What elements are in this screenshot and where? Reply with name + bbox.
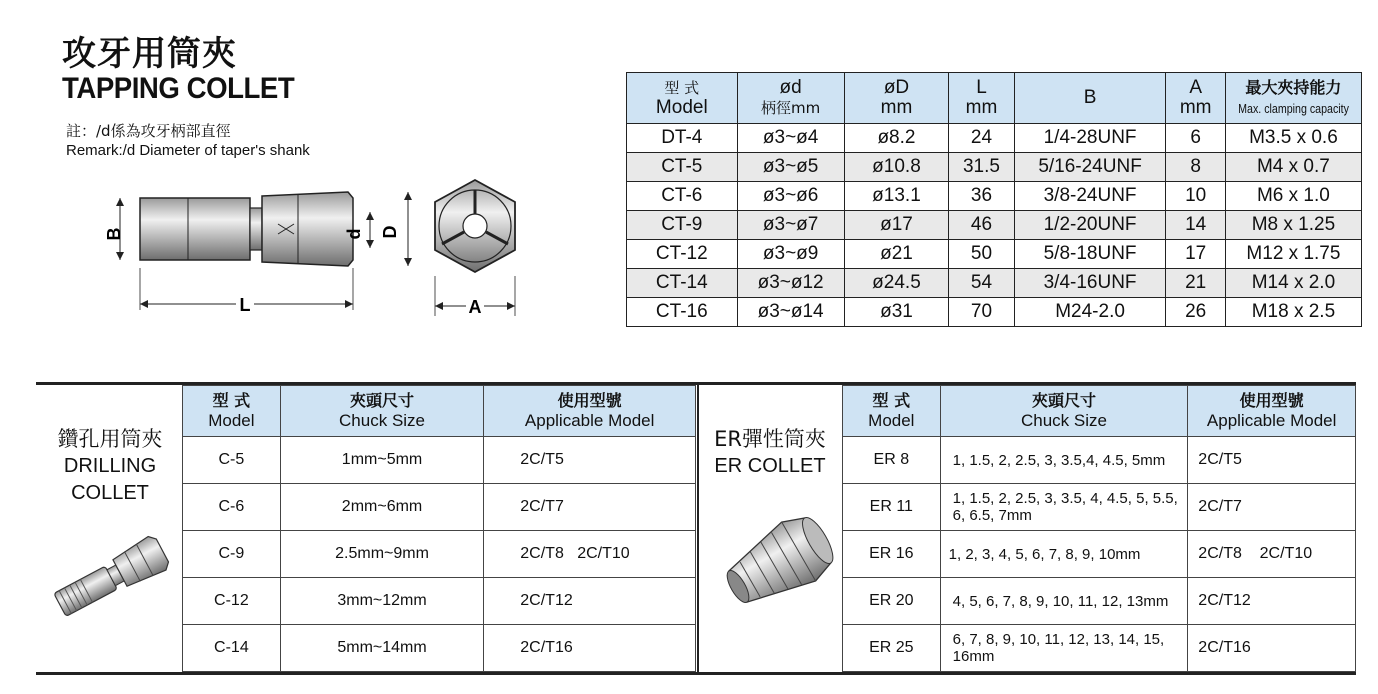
drilling-label-en1: DRILLING: [63, 455, 157, 477]
table-row: [843, 437, 1356, 484]
cell-size: 2.5mm~9mm: [280, 531, 484, 578]
drilling-collet-image: [44, 520, 180, 620]
tapping-collet-drawing: [98, 168, 428, 318]
table-row: [627, 298, 1362, 327]
er-collet-image: [712, 508, 842, 620]
cell-size: 2mm~6mm: [280, 484, 484, 531]
cell-app: 2C/T7: [1188, 484, 1356, 531]
cell-size: 3mm~12mm: [280, 578, 484, 625]
cell-B: 1/4-28UNF: [1014, 124, 1166, 153]
cell-B: 5/16-24UNF: [1014, 153, 1166, 182]
cell-model: ER 11: [843, 484, 941, 531]
drilling-collet-label: [40, 426, 180, 507]
label-d-small: d: [344, 228, 364, 240]
cell-D: ø13.1: [844, 182, 949, 211]
cell-model: CT-6: [627, 182, 738, 211]
table-row: [843, 625, 1356, 672]
cell-app: 2C/T5: [1188, 437, 1356, 484]
er-header-size: 夾頭尺寸 Chuck Size: [940, 386, 1188, 437]
cell-model: DT-4: [627, 124, 738, 153]
cell-model: CT-16: [627, 298, 738, 327]
title-chinese: 攻牙用筒夾: [62, 34, 237, 74]
table-row: [183, 484, 696, 531]
cell-B: 3/4-16UNF: [1014, 269, 1166, 298]
drilling-header-model: 型 式 Model: [183, 386, 281, 437]
er-header-app: 使用型號 Applicable Model: [1188, 386, 1356, 437]
er-header-row: [843, 386, 1356, 437]
header-a: A mm: [1166, 73, 1225, 124]
cell-model: ER 20: [843, 578, 941, 625]
cell-model: C-9: [183, 531, 281, 578]
label-d-big: D: [380, 225, 400, 239]
table-row: [627, 240, 1362, 269]
cell-D: ø17: [844, 211, 949, 240]
cell-capacity: M14 x 2.0: [1225, 269, 1361, 298]
er-label-en: ER COLLET: [714, 455, 826, 477]
drilling-header-row: [183, 386, 696, 437]
cell-A: 6: [1166, 124, 1225, 153]
cell-L: 46: [949, 211, 1014, 240]
table-row: [843, 484, 1356, 531]
table-row: [627, 153, 1362, 182]
cell-size: 1, 1.5, 2, 2.5, 3, 3.5,4, 4.5, 5mm: [940, 437, 1188, 484]
cell-L: 54: [949, 269, 1014, 298]
cell-app: 2C/T16: [1188, 625, 1356, 672]
cell-d: ø3~ø5: [737, 153, 844, 182]
cell-app: 2C/T5: [484, 437, 696, 484]
drilling-collet-table: [182, 385, 696, 672]
cell-app: 2C/T8 2C/T10: [1188, 531, 1356, 578]
cell-A: 8: [1166, 153, 1225, 182]
spec-header-row: [627, 73, 1362, 124]
cell-B: M24-2.0: [1014, 298, 1166, 327]
cell-model: C-12: [183, 578, 281, 625]
cell-A: 14: [1166, 211, 1225, 240]
table-row: [183, 625, 696, 672]
cell-size: 1mm~5mm: [280, 437, 484, 484]
collet-shank-shape: [140, 198, 250, 260]
cell-L: 36: [949, 182, 1014, 211]
cell-capacity: M12 x 1.75: [1225, 240, 1361, 269]
cell-D: ø24.5: [844, 269, 949, 298]
table-row: [843, 578, 1356, 625]
cell-D: ø21: [844, 240, 949, 269]
cell-A: 21: [1166, 269, 1225, 298]
label-l: L: [239, 295, 251, 315]
collet-end-view-drawing: [420, 176, 530, 321]
cell-d: ø3~ø7: [737, 211, 844, 240]
cell-size: 1, 1.5, 2, 2.5, 3, 3.5, 4, 4.5, 5, 5.5, 6, 6.5, 7mm: [940, 484, 1188, 531]
header-l: L mm: [949, 73, 1014, 124]
cell-app: 2C/T12: [484, 578, 696, 625]
cell-model: ER 16: [843, 531, 941, 578]
header-capacity: 最大夾持能力 Max. clamping capacity: [1225, 73, 1361, 124]
label-b: B: [104, 227, 124, 241]
collet-head-shape: [262, 192, 353, 266]
cell-model: CT-9: [627, 211, 738, 240]
table-row: [627, 124, 1362, 153]
cell-B: 5/8-18UNF: [1014, 240, 1166, 269]
table-row: [627, 182, 1362, 211]
cell-A: 26: [1166, 298, 1225, 327]
cell-model: ER 25: [843, 625, 941, 672]
cell-model: CT-5: [627, 153, 738, 182]
cell-B: 3/8-24UNF: [1014, 182, 1166, 211]
drilling-label-en2: COLLET: [71, 482, 149, 504]
cell-D: ø10.8: [844, 153, 949, 182]
table-row: [843, 531, 1356, 578]
cell-d: ø3~ø14: [737, 298, 844, 327]
header-big-d: øD mm: [844, 73, 949, 124]
cell-B: 1/2-20UNF: [1014, 211, 1166, 240]
cell-size: 4, 5, 6, 7, 8, 9, 10, 11, 12, 13mm: [940, 578, 1188, 625]
header-model: 型 式 Model: [627, 73, 738, 124]
table-row: [183, 531, 696, 578]
remark-chinese: 註：/d係為攻牙柄部直徑: [66, 122, 231, 140]
tapping-collet-spec-table: [626, 72, 1362, 327]
cell-d: ø3~ø6: [737, 182, 844, 211]
header-b: B: [1014, 73, 1166, 124]
cell-app: 2C/T16: [484, 625, 696, 672]
label-a: A: [468, 297, 482, 317]
table-row: [183, 578, 696, 625]
cell-d: ø3~ø12: [737, 269, 844, 298]
section-divider: [697, 382, 699, 672]
cell-app: 2C/T12: [1188, 578, 1356, 625]
drilling-header-app: 使用型號 Applicable Model: [484, 386, 696, 437]
cell-model: C-6: [183, 484, 281, 531]
cell-capacity: M6 x 1.0: [1225, 182, 1361, 211]
cell-D: ø31: [844, 298, 949, 327]
cell-L: 24: [949, 124, 1014, 153]
cell-app: 2C/T8 2C/T10: [484, 531, 696, 578]
drilling-header-size: 夾頭尺寸 Chuck Size: [280, 386, 484, 437]
er-collet-table: [842, 385, 1356, 672]
cell-capacity: M18 x 2.5: [1225, 298, 1361, 327]
cell-model: ER 8: [843, 437, 941, 484]
title-english: TAPPING COLLET: [62, 72, 295, 105]
cell-model: C-5: [183, 437, 281, 484]
cell-size: 1, 2, 3, 4, 5, 6, 7, 8, 9, 10mm: [940, 531, 1188, 578]
table-row: [627, 211, 1362, 240]
cell-d: ø3~ø4: [737, 124, 844, 153]
cell-size: 5mm~14mm: [280, 625, 484, 672]
drilling-label-zh: 鑽孔用筒夾: [57, 427, 163, 451]
cell-L: 31.5: [949, 153, 1014, 182]
er-label-zh: ER彈性筒夾: [714, 427, 826, 451]
cell-capacity: M4 x 0.7: [1225, 153, 1361, 182]
table-row: [627, 269, 1362, 298]
cell-model: CT-12: [627, 240, 738, 269]
cell-capacity: M8 x 1.25: [1225, 211, 1361, 240]
er-header-model: 型 式 Model: [843, 386, 941, 437]
table-row: [183, 437, 696, 484]
cell-A: 17: [1166, 240, 1225, 269]
cell-L: 70: [949, 298, 1014, 327]
cell-L: 50: [949, 240, 1014, 269]
cell-A: 10: [1166, 182, 1225, 211]
cell-model: C-14: [183, 625, 281, 672]
cell-d: ø3~ø9: [737, 240, 844, 269]
er-collet-label: [700, 426, 840, 480]
cell-D: ø8.2: [844, 124, 949, 153]
cell-model: CT-14: [627, 269, 738, 298]
cell-size: 6, 7, 8, 9, 10, 11, 12, 13, 14, 15, 16mm: [940, 625, 1188, 672]
header-small-d: ød 柄徑mm: [737, 73, 844, 124]
remark-english: Remark:/d Diameter of taper's shank: [66, 142, 310, 159]
cell-capacity: M3.5 x 0.6: [1225, 124, 1361, 153]
cell-app: 2C/T7: [484, 484, 696, 531]
